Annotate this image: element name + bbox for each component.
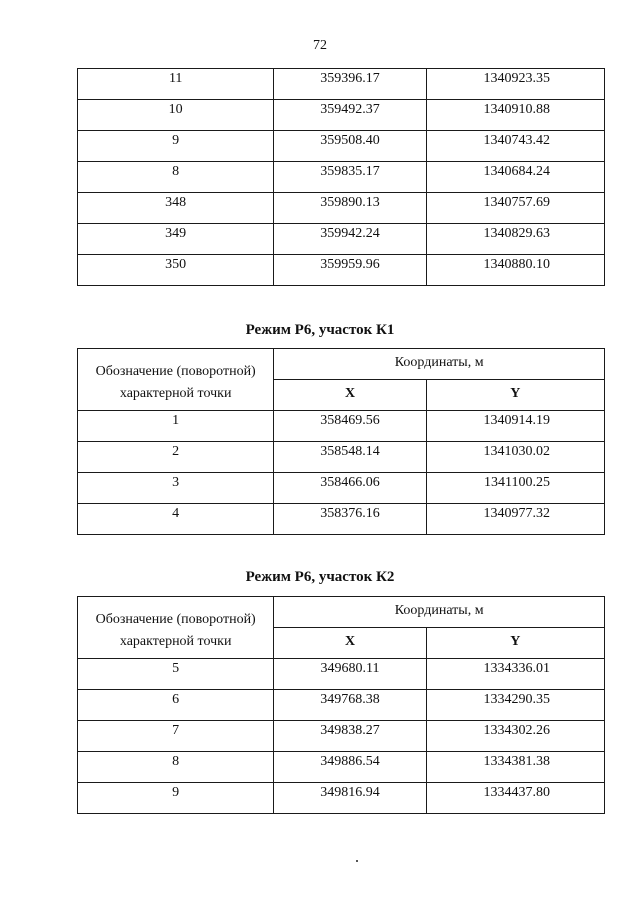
y-coordinate-cell: 1334290.35 [426, 690, 604, 721]
y-coordinate-cell: 1340910.88 [426, 100, 604, 131]
y-coordinate-cell: 1340914.19 [426, 411, 604, 442]
table-row [78, 752, 605, 783]
table-row [78, 162, 605, 193]
y-coordinate-cell: 1340977.32 [426, 504, 604, 535]
x-coordinate-cell: 358469.56 [274, 411, 426, 442]
point-number-cell: 4 [78, 504, 274, 535]
x-coordinate-cell: 349838.27 [274, 721, 426, 752]
scan-speck [356, 860, 358, 862]
section-title-k1: Режим Р6, участок К1 [245, 322, 395, 338]
x-coordinate-cell: 349680.11 [274, 659, 426, 690]
x-coordinate-cell: 349886.54 [274, 752, 426, 783]
y-coordinate-cell: 1334437.80 [426, 783, 604, 814]
header-x: X [274, 380, 426, 411]
table-row [78, 100, 605, 131]
y-coordinate-cell: 1334381.38 [426, 752, 604, 783]
point-number-cell: 3 [78, 473, 274, 504]
coordinates-table-continued [77, 68, 605, 286]
table-row [78, 504, 605, 535]
table-row [78, 411, 605, 442]
y-coordinate-cell: 1334302.26 [426, 721, 604, 752]
table-row [78, 721, 605, 752]
table-body [78, 69, 605, 286]
table-row [78, 131, 605, 162]
y-coordinate-cell: 1340743.42 [426, 131, 604, 162]
table-row [78, 69, 605, 100]
point-number-cell: 9 [78, 783, 274, 814]
table-row [78, 442, 605, 473]
x-coordinate-cell: 359396.17 [274, 69, 426, 100]
x-coordinate-cell: 359959.96 [274, 255, 426, 286]
y-coordinate-cell: 1340923.35 [426, 69, 604, 100]
y-coordinate-cell: 1334336.01 [426, 659, 604, 690]
point-number-cell: 6 [78, 690, 274, 721]
point-number-cell: 350 [78, 255, 274, 286]
point-number-cell: 7 [78, 721, 274, 752]
x-coordinate-cell: 358376.16 [274, 504, 426, 535]
header-coordinates: Координаты, м [274, 597, 605, 628]
table-row [78, 473, 605, 504]
point-number-cell: 8 [78, 752, 274, 783]
x-coordinate-cell: 358466.06 [274, 473, 426, 504]
point-number-cell: 11 [78, 69, 274, 100]
table-row [78, 193, 605, 224]
point-number-cell: 9 [78, 131, 274, 162]
header-y: Y [426, 628, 604, 659]
header-point-label: Обозначение (поворотной) характерной точки [78, 597, 274, 659]
table-body [78, 411, 605, 535]
header-x: X [274, 628, 426, 659]
point-number-cell: 349 [78, 224, 274, 255]
x-coordinate-cell: 349816.94 [274, 783, 426, 814]
x-coordinate-cell: 359890.13 [274, 193, 426, 224]
point-number-cell: 5 [78, 659, 274, 690]
x-coordinate-cell: 359508.40 [274, 131, 426, 162]
x-coordinate-cell: 359492.37 [274, 100, 426, 131]
y-coordinate-cell: 1340684.24 [426, 162, 604, 193]
point-number-cell: 2 [78, 442, 274, 473]
y-coordinate-cell: 1340880.10 [426, 255, 604, 286]
table-body [78, 659, 605, 814]
x-coordinate-cell: 359835.17 [274, 162, 426, 193]
y-coordinate-cell: 1341100.25 [426, 473, 604, 504]
page-number: 72 [313, 38, 327, 53]
y-coordinate-cell: 1340757.69 [426, 193, 604, 224]
x-coordinate-cell: 359942.24 [274, 224, 426, 255]
header-coordinates: Координаты, м [274, 349, 605, 380]
table-row [78, 690, 605, 721]
point-number-cell: 1 [78, 411, 274, 442]
header-point-label: Обозначение (поворотной) характерной точки [78, 349, 274, 411]
coordinates-table-k1 [77, 348, 605, 535]
x-coordinate-cell: 349768.38 [274, 690, 426, 721]
y-coordinate-cell: 1340829.63 [426, 224, 604, 255]
table-row [78, 224, 605, 255]
table-row [78, 255, 605, 286]
point-number-cell: 10 [78, 100, 274, 131]
y-coordinate-cell: 1341030.02 [426, 442, 604, 473]
coordinates-table-k2 [77, 596, 605, 814]
section-title-k2: Режим Р6, участок К2 [245, 569, 395, 585]
table-row [78, 659, 605, 690]
point-number-cell: 348 [78, 193, 274, 224]
header-y: Y [426, 380, 604, 411]
x-coordinate-cell: 358548.14 [274, 442, 426, 473]
table-row [78, 783, 605, 814]
point-number-cell: 8 [78, 162, 274, 193]
